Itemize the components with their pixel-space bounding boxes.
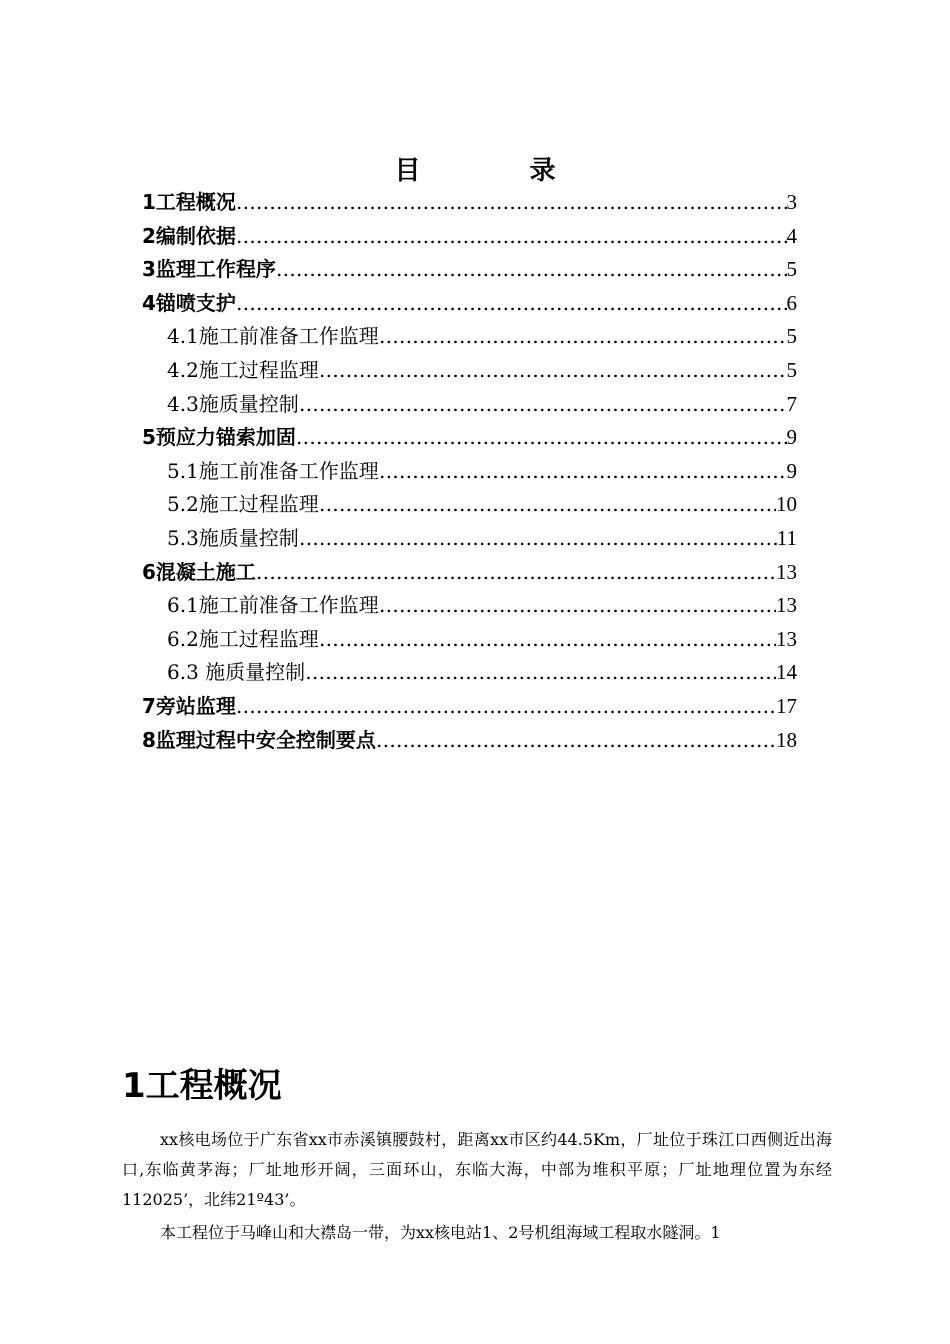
- toc-entry: [167, 589, 797, 621]
- toc-entry: [167, 488, 797, 520]
- toc-entry-label: 6.2施工过程监理: [167, 626, 319, 651]
- toc-entry: [142, 253, 797, 285]
- toc-entry: [142, 421, 797, 453]
- toc-entry: [142, 287, 797, 319]
- toc-entry-label: 5预应力锚索加固: [142, 425, 296, 450]
- toc-entry: [142, 220, 797, 252]
- toc-entry-label: 6.3 施质量控制: [167, 660, 306, 685]
- toc-page-number: 7: [786, 391, 797, 416]
- toc-leader-dots: [236, 190, 787, 214]
- toc-entry: [167, 388, 797, 420]
- body-paragraph: xx核电场位于广东省xx市赤溪镇腰鼓村，距离xx市区约44.5Km，厂址位于珠江口西侧近出海口,东临黄茅海；厂址地形开阔，三面环山，东临大海，中部为堆积平原；厂址地理位置为东经112025’，北纬21º43’。: [122, 1130, 832, 1209]
- toc-entry: [167, 623, 797, 655]
- toc-page-number: 5: [786, 358, 797, 382]
- toc-leader-dots: [236, 694, 776, 718]
- toc-entry-label: 8监理过程中安全控制要点: [142, 727, 376, 752]
- toc-leader-dots: [319, 358, 787, 382]
- toc-leader-dots: [276, 257, 787, 281]
- toc-leader-dots: [256, 560, 776, 584]
- toc-entry-label: 4.3施质量控制: [167, 391, 299, 416]
- toc-entry: [142, 556, 797, 588]
- toc-page-number: 18: [776, 727, 797, 752]
- toc-leader-dots: [319, 627, 776, 651]
- toc-leader-dots: [376, 728, 776, 752]
- toc-entry: [167, 522, 797, 554]
- toc-leader-dots: [379, 324, 787, 348]
- toc-entry: [142, 724, 797, 756]
- toc-entry: [167, 455, 797, 487]
- toc-leader-dots: [299, 392, 787, 416]
- toc-entry-label: 4.1施工前准备工作监理: [167, 324, 379, 349]
- toc-page-number: 5: [786, 324, 797, 349]
- toc-page-number: 17: [776, 694, 797, 718]
- toc-title: 目 录: [394, 156, 606, 186]
- toc-entry-label: 4.2施工过程监理: [167, 358, 319, 382]
- toc-entry-label: 4锚喷支护: [142, 290, 236, 315]
- toc-leader-dots: [296, 425, 787, 449]
- toc-page-number: 10: [776, 492, 797, 517]
- toc-page-number: 9: [786, 425, 797, 450]
- section-heading: 1工程概况: [122, 1066, 282, 1106]
- toc-page-number: 13: [776, 626, 797, 651]
- toc-leader-dots: [319, 492, 776, 516]
- toc-entry-label: 6混凝土施工: [142, 559, 256, 584]
- toc-page-number: 13: [776, 559, 797, 584]
- toc-page-number: 9: [786, 458, 797, 483]
- toc-page-number: 6: [786, 290, 797, 315]
- toc-entry: [142, 186, 797, 218]
- toc-page-number: 4: [786, 223, 797, 248]
- toc-leader-dots: [236, 224, 787, 248]
- toc-page-number: 13: [776, 593, 797, 618]
- toc-entry: [142, 690, 797, 722]
- toc-entry: [167, 320, 797, 352]
- toc-leader-dots: [299, 526, 777, 550]
- toc-entry-label: 3监理工作程序: [142, 257, 276, 282]
- toc-entry-label: 5.1施工前准备工作监理: [167, 458, 379, 483]
- toc-leader-dots: [305, 660, 776, 684]
- toc-leader-dots: [379, 593, 776, 617]
- toc-leader-dots: [236, 291, 787, 315]
- toc-entry-label: 7旁站监理: [142, 694, 236, 718]
- toc-entry-label: 5.3施质量控制: [167, 526, 299, 550]
- toc-page-number: 3: [786, 190, 797, 214]
- toc-page-number: 11: [776, 526, 797, 550]
- toc-entry-label: 5.2施工过程监理: [167, 492, 319, 517]
- body-paragraph: 本工程位于马峰山和大襟岛一带，为xx核电站1、2号机组海域工程取水隧洞。1: [160, 1223, 721, 1242]
- toc-entry-label: 1工程概况: [142, 190, 236, 214]
- toc-entry-label: 6.1施工前准备工作监理: [167, 593, 379, 618]
- toc-entry: [167, 656, 797, 688]
- toc-entry: [167, 354, 797, 386]
- toc-entry-label: 2编制依据: [142, 223, 236, 248]
- toc-page-number: 5: [786, 257, 797, 282]
- toc-leader-dots: [379, 459, 787, 483]
- toc-page-number: 14: [776, 660, 797, 685]
